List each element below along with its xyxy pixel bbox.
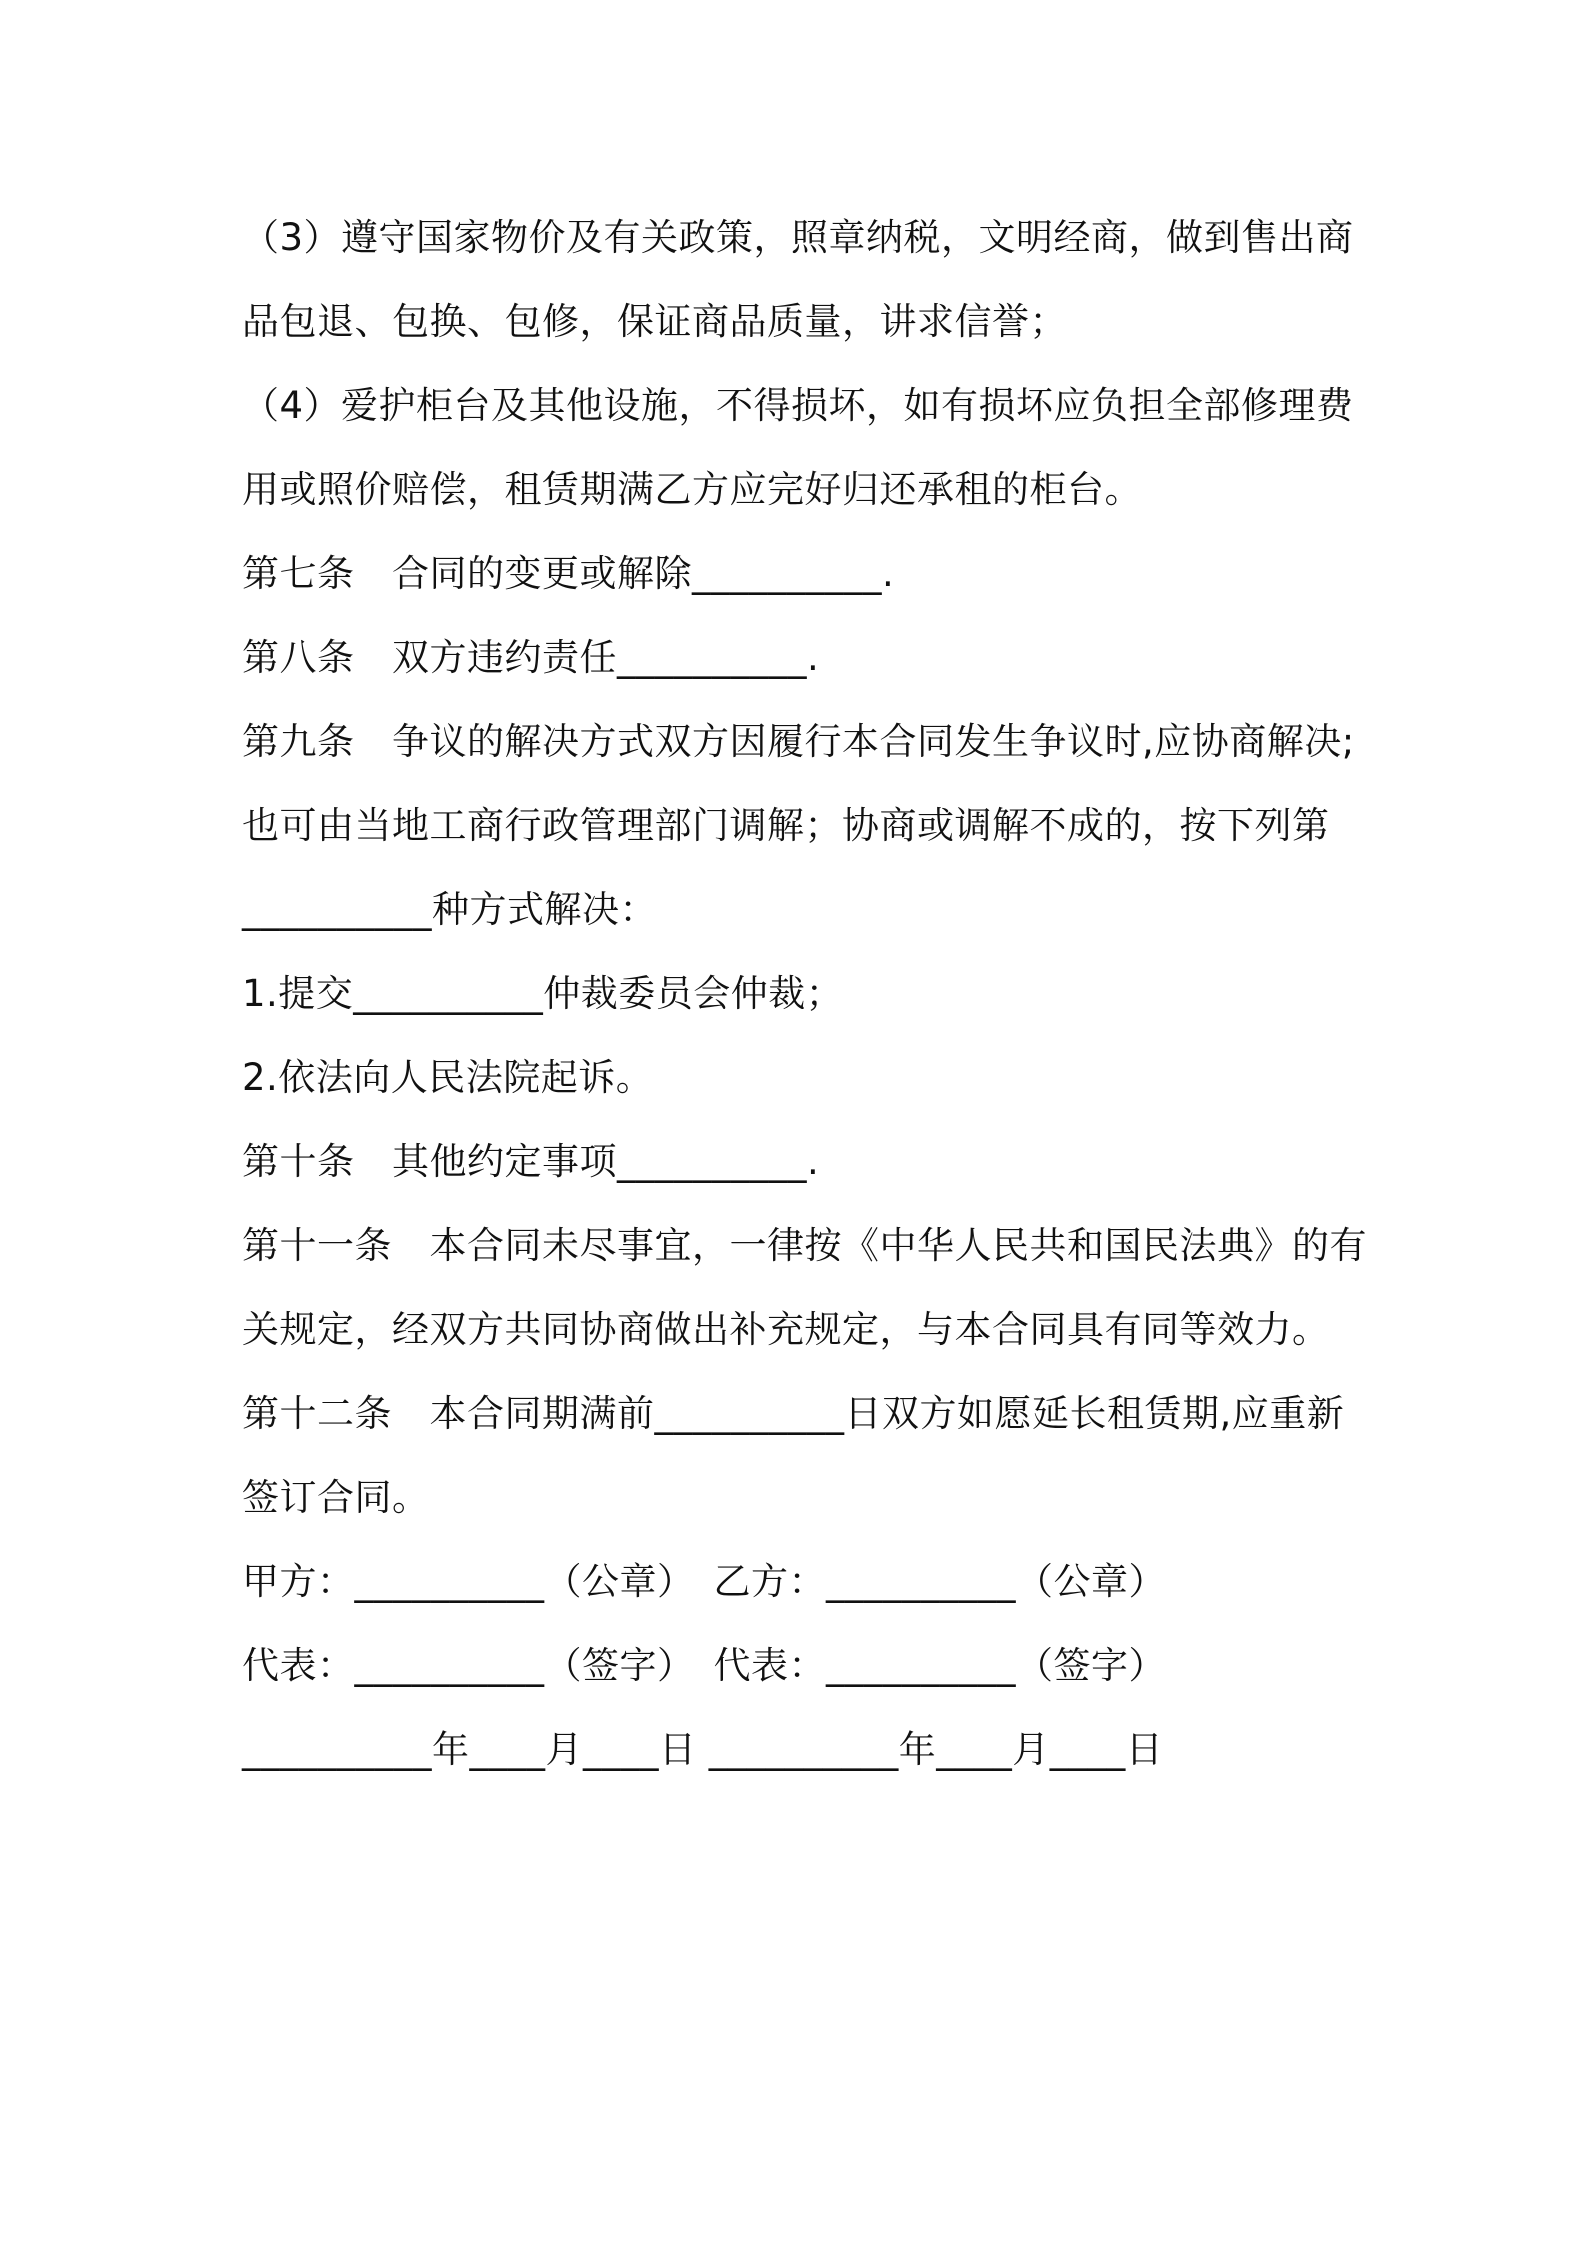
clause-10: 第十条 其他约定事项__________. — [242, 1140, 820, 1183]
clause-9-option-1: 1.提交__________仲裁委员会仲裁； — [242, 972, 844, 1015]
clause-7: 第七条 合同的变更或解除__________. — [242, 552, 895, 595]
clause-12-line-2: 签订合同。 — [242, 1476, 430, 1519]
clause-9-line-3: __________种方式解决： — [242, 888, 657, 931]
clause-9-line-1: 第九条 争议的解决方式双方因履行本合同发生争议时,应协商解决; — [242, 720, 1355, 763]
clause-6-item-3-line-1: （3）遵守国家物价及有关政策，照章纳税，文明经商，做到售出商 — [242, 216, 1354, 259]
document-page — [242, 196, 1367, 1792]
clause-6-item-4-line-2: 用或照价赔偿，租赁期满乙方应完好归还承租的柜台。 — [242, 468, 1142, 511]
clause-12-line-1: 第十二条 本合同期满前__________日双方如愿延长租赁期,应重新 — [242, 1392, 1345, 1435]
clause-6-item-3-line-2: 品包退、包换、包修，保证商品质量，讲求信誉； — [242, 300, 1067, 343]
clause-11-line-2: 关规定，经双方共同协商做出补充规定，与本合同具有同等效力。 — [242, 1308, 1330, 1351]
clause-9-line-2: 也可由当地工商行政管理部门调解；协商或调解不成的，按下列第 — [242, 804, 1330, 847]
clause-8: 第八条 双方违约责任__________. — [242, 636, 820, 679]
clause-11-line-1: 第十一条 本合同未尽事宜，一律按《中华人民共和国民法典》的有 — [242, 1224, 1367, 1267]
signature-date-row: __________年____月____日 __________年____月____日 — [242, 1728, 1164, 1771]
signature-representative-row: 代表：__________（签字） 代表：__________（签字） — [242, 1644, 1166, 1687]
clause-9-option-2: 2.依法向人民法院起诉。 — [242, 1056, 654, 1099]
clause-6-item-4-line-1: （4）爱护柜台及其他设施，不得损坏，如有损坏应负担全部修理费 — [242, 384, 1354, 427]
signature-party-row: 甲方：__________（公章） 乙方：__________（公章） — [242, 1560, 1166, 1603]
